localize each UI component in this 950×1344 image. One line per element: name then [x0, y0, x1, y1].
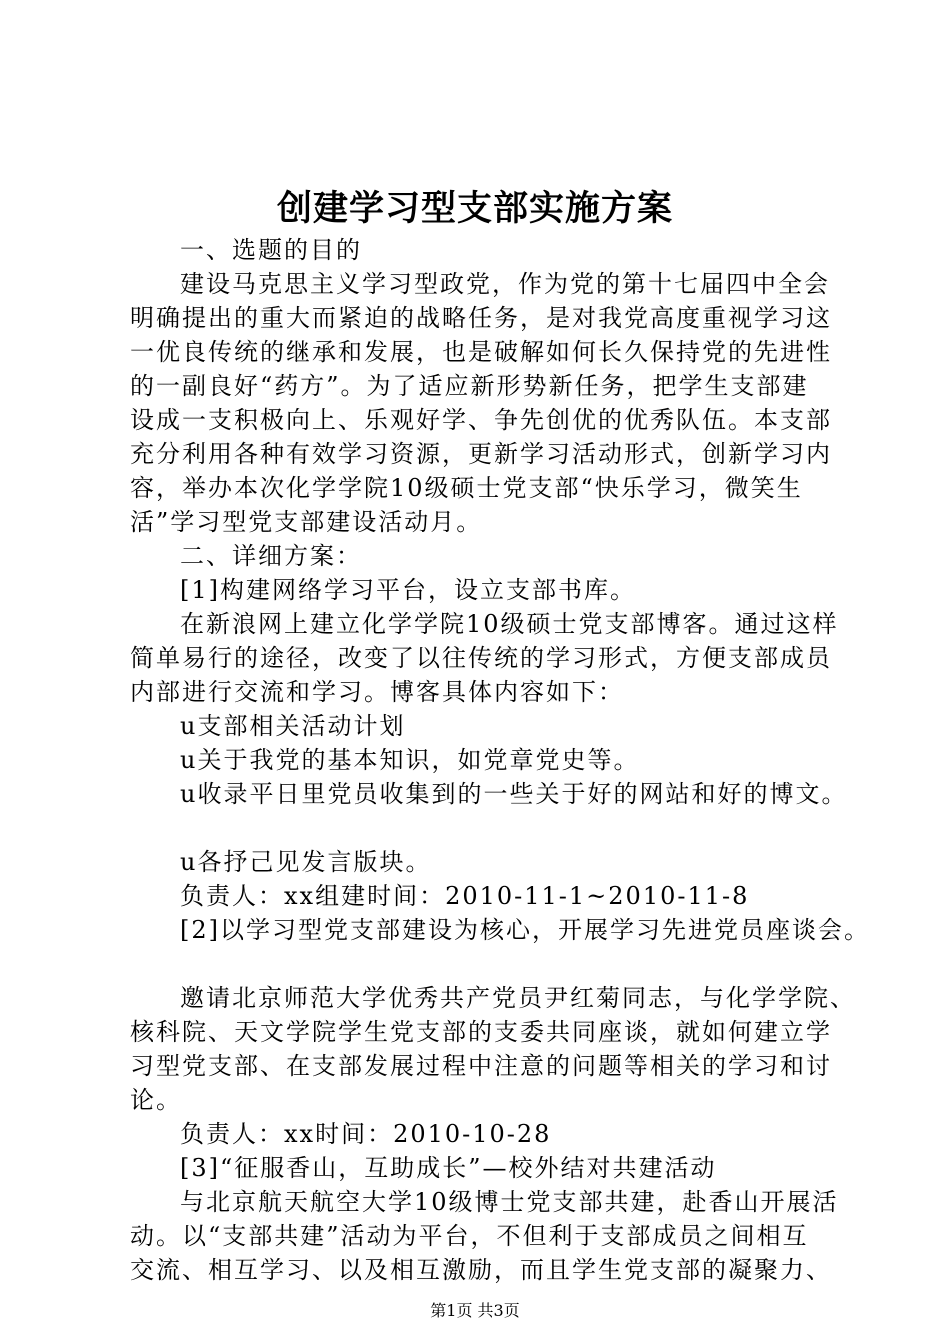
paragraph-line: 活”学习型党支部建设活动月。: [130, 508, 483, 536]
paragraph-line: 习型党支部、在支部发展过程中注意的问题等相关的学习和讨: [130, 1052, 832, 1080]
paragraph-line: 与北京航天航空大学10级博士党支部共建，赴香山开展活: [180, 1188, 839, 1216]
paragraph-line: 核科院、天文学院学生党支部的支委共同座谈，就如何建立学: [130, 1018, 832, 1046]
paragraph-line: 内部进行交流和学习。博客具体内容如下：: [130, 678, 624, 706]
paragraph-line: 容，举办本次化学学院10级硕士党支部“快乐学习，微笑生: [130, 474, 803, 502]
list-item: u收录平日里党员收集到的一些关于好的网站和好的博文。: [180, 780, 848, 808]
section-heading-purpose: 一、选题的目的: [180, 236, 362, 264]
list-item: u各抒己见发言版块。: [180, 848, 432, 876]
paragraph-line: 简单易行的途径，改变了以往传统的学习形式，方便支部成员: [130, 644, 832, 672]
paragraph-line: 充分利用各种有效学习资源，更新学习活动形式，创新学习内: [130, 440, 832, 468]
paragraph-line: 建设马克思主义学习型政党，作为党的第十七届四中全会: [180, 270, 830, 298]
paragraph-line: 邀请北京师范大学优秀共产党员尹红菊同志，与化学学院、: [180, 984, 856, 1012]
item-heading-1: [1]构建网络学习平台，设立支部书库。: [180, 576, 636, 604]
paragraph-line: 设成一支积极向上、乐观好学、争先创优的优秀队伍。本支部: [130, 406, 832, 434]
paragraph-line: 动。以“支部共建”活动为平台，不但利于支部成员之间相互: [130, 1222, 809, 1250]
paragraph-line: 明确提出的重大而紧迫的战略任务，是对我党高度重视学习这: [130, 304, 832, 332]
document-title: 创建学习型支部实施方案: [276, 188, 673, 229]
paragraph-line: 论。: [130, 1086, 182, 1114]
item-heading-3: [3]“征服香山，互助成长”—校外结对共建活动: [180, 1154, 717, 1182]
list-item: u关于我党的基本知识，如党章党史等。: [180, 746, 640, 774]
paragraph-line: 交流、相互学习、以及相互激励，而且学生党支部的凝聚力、: [130, 1256, 832, 1284]
item-heading-2: [2]以学习型党支部建设为核心，开展学习先进党员座谈会。: [180, 916, 870, 944]
responsible-line: 负责人：xx时间：2010-10-28: [180, 1120, 552, 1148]
responsible-line: 负责人：xx组建时间：2010-11-1~2010-11-8: [180, 882, 750, 910]
paragraph-line: 一优良传统的继承和发展，也是破解如何长久保持党的先进性: [130, 338, 832, 366]
page-footer: 第1页 共3页: [430, 1301, 520, 1320]
section-heading-plan: 二、详细方案：: [180, 542, 362, 570]
paragraph-line: 在新浪网上建立化学学院10级硕士党支部博客。通过这样: [180, 610, 839, 638]
list-item: u支部相关活动计划: [180, 712, 406, 740]
paragraph-line: 的一副良好“药方”。为了适应新形势新任务，把学生支部建: [130, 372, 809, 400]
